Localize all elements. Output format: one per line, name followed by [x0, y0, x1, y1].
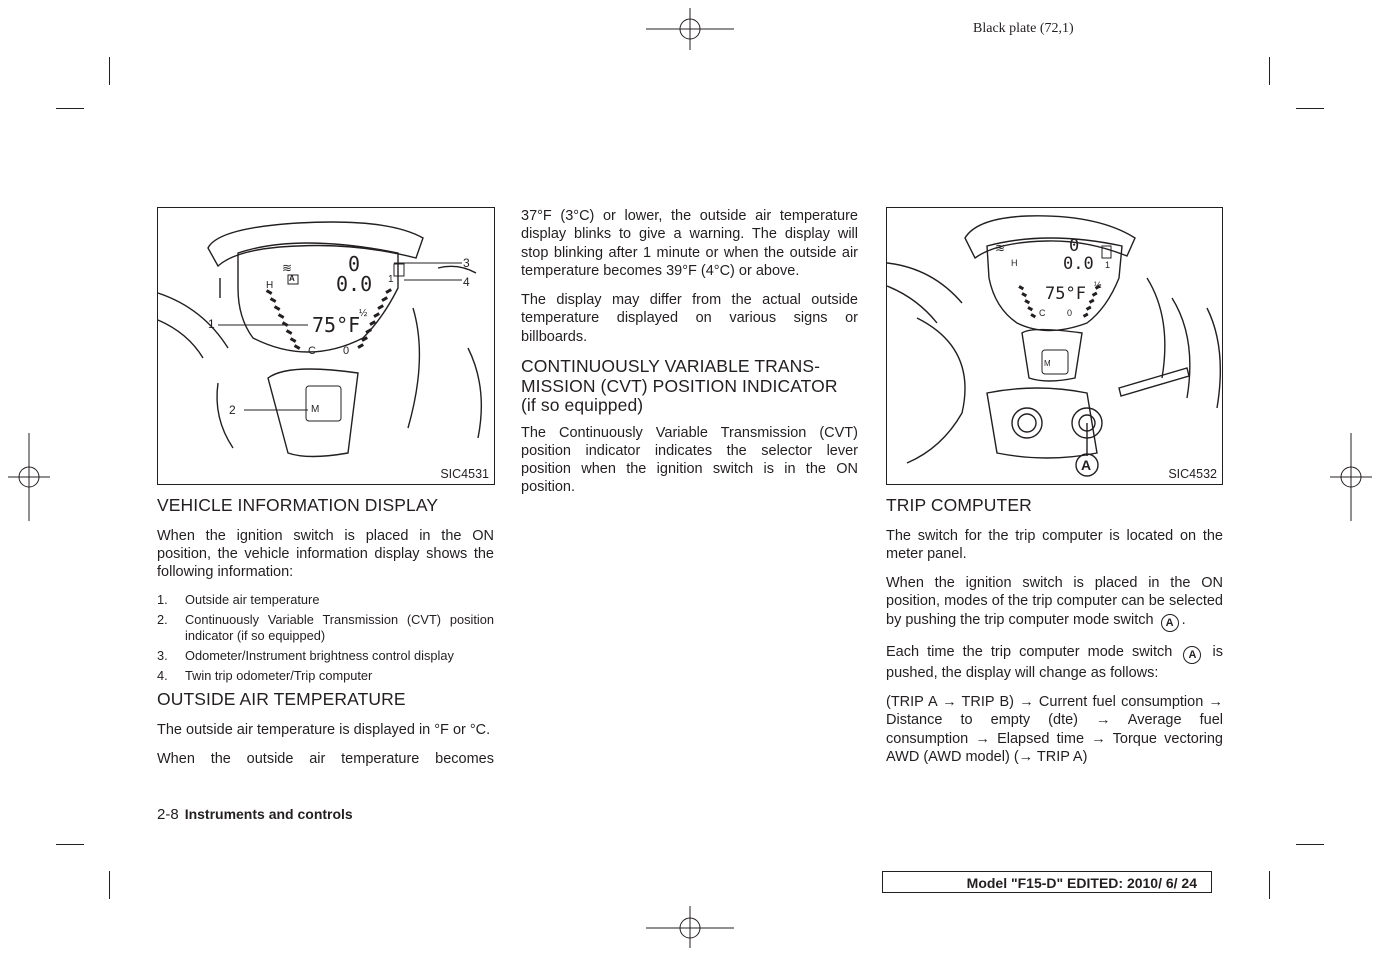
- cold-label: C: [1039, 308, 1046, 318]
- hot-label: H: [1011, 258, 1018, 268]
- vid-intro: When the ignition switch is placed in the ON position, the vehicle information display shows the following information:: [157, 527, 494, 581]
- cold-label: C: [308, 345, 316, 357]
- trip-readout: 0.0: [1063, 254, 1094, 274]
- trip-paragraph-4: (TRIP A → TRIP B) → Current fuel consumption → Distance to empty (dte) → Average fuel consumption → Elapsed time → Torque vectoring AWD (AWD model) (→ TRIP A): [886, 693, 1223, 765]
- hot-label: H: [266, 280, 274, 291]
- left-column: [157, 496, 494, 779]
- trip-paragraph-2: When the ignition switch is placed in the ON position, modes of the trip computer can be selected by pushing the trip computer mode switch A .: [886, 574, 1223, 632]
- temperature-readout: 75°F: [312, 313, 361, 337]
- cvt-mode-label: M: [311, 404, 320, 415]
- right-column: [886, 496, 1223, 777]
- fuel-full-label: 1: [1105, 260, 1111, 270]
- callout-1: 1: [208, 317, 215, 331]
- odometer-digit: 0: [348, 252, 361, 276]
- callout-3: 3: [463, 256, 470, 270]
- temp-gauge-icon: ≋: [995, 241, 1006, 255]
- trip-paragraph-3: Each time the trip computer mode switch A is pushed, the display will change as follows:: [886, 643, 1224, 681]
- middle-column: [521, 207, 858, 508]
- list-item: 1. Outside air temperature: [157, 592, 320, 608]
- heading-cvt-position-indicator: CONTINUOUSLY VARIABLE TRANS- MISSION (CVT) POSITION INDICATOR (if so equipped): [521, 356, 838, 416]
- trip-paragraph-1: The switch for the trip computer is located on the meter panel.: [886, 527, 1223, 562]
- list-item: 3. Odometer/Instrument brightness control display: [157, 648, 454, 664]
- page-number: 2-8: [157, 806, 179, 823]
- figure-code: SIC4531: [440, 467, 489, 481]
- oat-paragraph-2-continued: 37°F (3°C) or lower, the outside air temperature display blinks to give a warning. The display will stop blinking after 1 minute or when the outside air temperature becomes 39°F (4°C) or above.: [521, 208, 858, 279]
- temperature-readout: 75°F: [1045, 284, 1086, 304]
- switch-callout-a: A: [1081, 457, 1092, 473]
- instrument-cluster-illustration: [158, 208, 494, 484]
- fuel-empty-label: 0: [1067, 308, 1073, 318]
- fuel-half-label: ½: [359, 308, 368, 319]
- list-item: 4. Twin trip odometer/Trip computer: [157, 668, 373, 684]
- cvt-mode-label: M: [1044, 359, 1051, 368]
- vid-list: [157, 592, 494, 684]
- heading-trip-computer: TRIP COMPUTER: [886, 495, 1032, 515]
- oat-paragraph-2-start: When the outside air temperature becomes: [157, 751, 494, 768]
- odometer-digit: 0: [1069, 236, 1080, 256]
- meter-panel-illustration: [887, 208, 1222, 484]
- switch-a-icon: A: [1183, 646, 1201, 664]
- switch-a-icon: A: [1161, 614, 1179, 632]
- figure-code: SIC4532: [1168, 467, 1217, 481]
- callout-4: 4: [463, 275, 470, 289]
- fuel-half-label: ½: [1094, 280, 1102, 290]
- trip-readout: 0.0: [336, 272, 373, 296]
- cvt-paragraph: The Continuously Variable Transmission (CVT) position indicator indicates the selector lever position when the ignition switch is in the ON position.: [521, 424, 858, 496]
- oat-paragraph-1: The outside air temperature is displayed in °F or °C.: [157, 721, 491, 738]
- display-badge: A: [289, 274, 295, 283]
- temp-gauge-icon: ≋: [282, 261, 293, 275]
- callout-2: 2: [229, 403, 236, 417]
- oat-paragraph-3: The display may differ from the actual outside temperature displayed on various signs or billboards.: [521, 292, 858, 345]
- figure-instrument-display: [157, 207, 495, 485]
- page-footer: [157, 806, 353, 823]
- model-edit-box: Model "F15-D" EDITED: 2010/ 6/ 24: [882, 871, 1212, 893]
- figure-trip-computer-switch: [886, 207, 1223, 485]
- fuel-empty-label: 0: [343, 345, 350, 357]
- list-item: 2. Continuously Variable Transmission (CVT) position indicator (if so equipped): [157, 612, 494, 644]
- fuel-full-label: 1: [388, 274, 394, 285]
- section-title: Instruments and controls: [184, 806, 353, 822]
- heading-vehicle-information-display: VEHICLE INFORMATION DISPLAY: [157, 495, 439, 515]
- heading-outside-air-temperature: OUTSIDE AIR TEMPERATURE: [157, 689, 406, 710]
- plate-label: Black plate (72,1): [973, 21, 1074, 36]
